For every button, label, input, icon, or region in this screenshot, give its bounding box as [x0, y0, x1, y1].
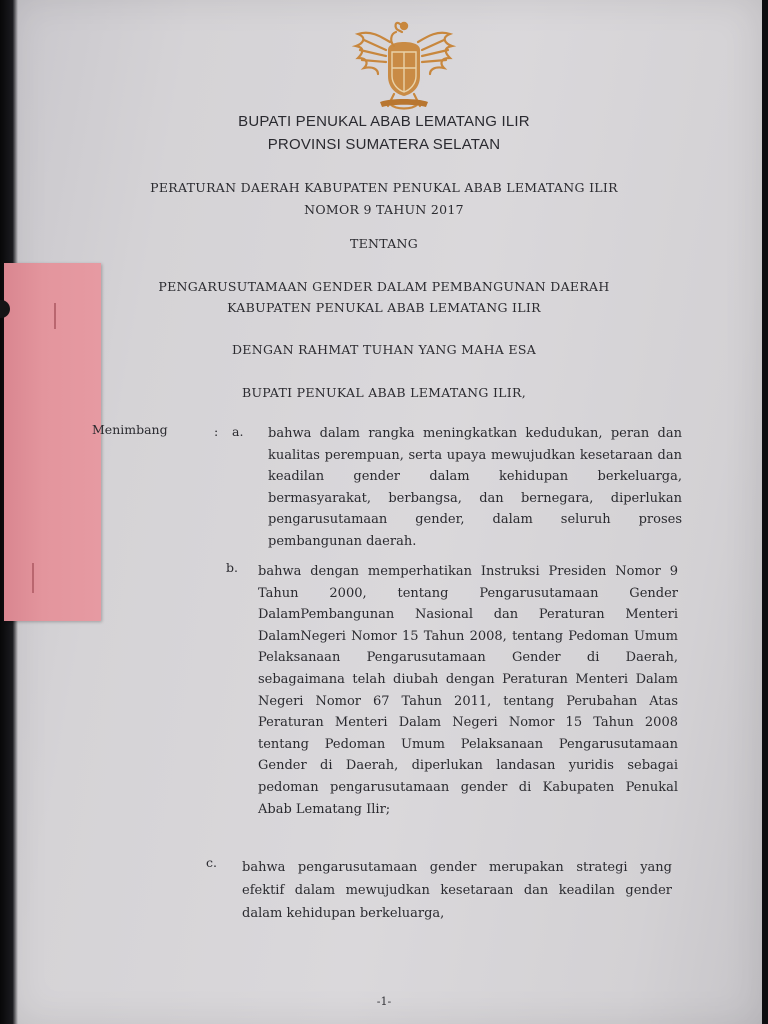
org-name: BUPATI PENUKAL ABAB LEMATANG ILIR	[238, 113, 530, 130]
considering-label: Menimbang	[92, 422, 168, 437]
item-marker-c: c.	[206, 855, 217, 870]
item-marker-a: a.	[232, 424, 244, 439]
regulation-title: PERATURAN DAERAH KABUPATEN PENUKAL ABAB LEMATANG ILIR	[150, 180, 618, 195]
considering-colon: :	[214, 424, 219, 439]
about-label: TENTANG	[349, 236, 419, 251]
consideration-a: bahwa dalam rangka meningkatkan kedudukan, peran dan kualitas perempuan, serta upaya mewujudkan kesetaraan dan keadilan gender dalam kehidupan berkeluarga, bermasyarakat, berbangsa, dan bernegara, diperlukan pengarusutamaan gender, dalam seluruh proses pembangunan daerah.	[268, 426, 682, 549]
subject-line-2: KABUPATEN PENUKAL ABAB LEMATANG ILIR	[227, 300, 541, 315]
blessing-line: DENGAN RAHMAT TUHAN YANG MAHA ESA	[231, 342, 537, 357]
regulation-number: NOMOR 9 TAHUN 2017	[304, 202, 464, 217]
consideration-b: bahwa dengan memperhatikan Instruksi Presiden Nomor 9 Tahun 2000, tentang Pengarusutamaan Gender DalamPembangunan Nasional dan Peraturan Menteri DalamNegeri Nomor 15 Tahun 2008, tentang Pedoman Umum Pelaksanaan Pengarusutamaan Gender di Daerah, sebagaimana telah diubah dengan Peraturan Menteri Dalam Negeri Nomor 67 Tahun 2011, tentang Perubahan Atas Peraturan Menteri Dalam Negeri Nomor 15 Tahun 2008 tentang Pedoman Umum Pelaksanaan Pengarusutamaan Gender di Daerah, diperlukan landasan yuridis sebagai pedoman pengarusutamaan gender di Kabupaten Penukal Abab Lematang Ilir;	[258, 564, 678, 817]
page-number: -1-	[376, 995, 392, 1008]
consideration-c: bahwa pengarusutamaan gender merupakan strategi yang efektif dalam mewujudkan kesetaraan dan keadilan gender dalam kehidupan berkeluarga,	[242, 860, 672, 921]
item-marker-b: b.	[226, 560, 238, 575]
province-name: PROVINSI SUMATERA SELATAN	[267, 136, 501, 153]
authority-line: BUPATI PENUKAL ABAB LEMATANG ILIR,	[241, 385, 527, 400]
garuda-pancasila-emblem-icon	[350, 16, 458, 112]
subject-line-1: PENGARUSUTAMAAN GENDER DALAM PEMBANGUNAN DAERAH	[158, 279, 610, 294]
